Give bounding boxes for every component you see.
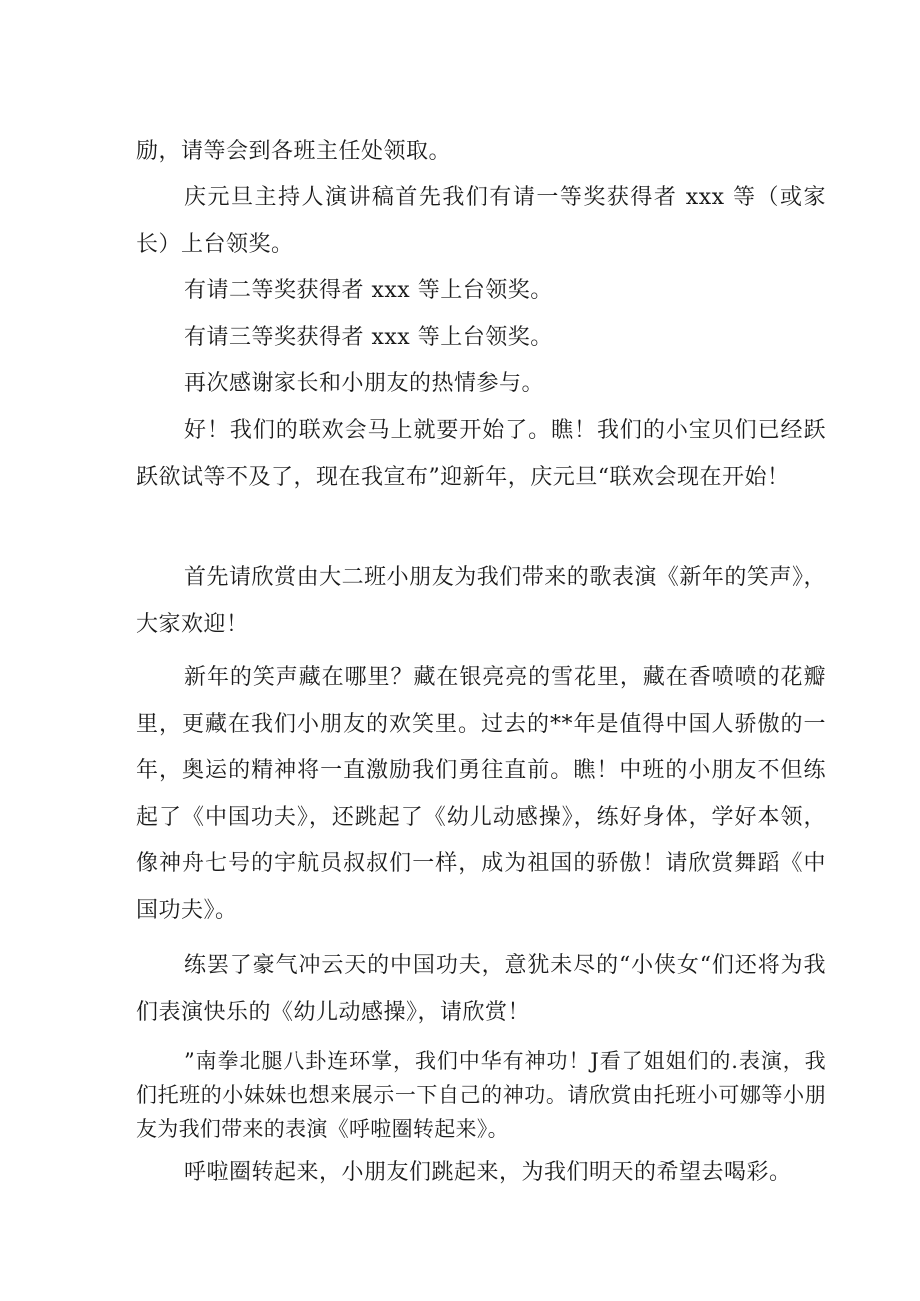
paragraph-first-prize: 庆元旦主持人演讲稿首先我们有请一等奖获得者 xxx 等（或家长）上台领奖。 <box>136 185 826 257</box>
paragraph-award-pickup: 励，请等会到各班主任处领取。 <box>136 139 452 164</box>
paragraph-thanks: 再次感谢家长和小朋友的热情参与。 <box>184 371 545 396</box>
paragraph-little-heroines: 练罢了豪气冲云天的中国功夫，意犹未尽的“小侠女“们还将为我们表演快乐的《幼儿动感操》，请欣赏！ <box>136 953 826 1025</box>
paragraph-song-performance: 首先请欣赏由大二班小朋友为我们带来的歌表演《新年的笑声》，大家欢迎！ <box>136 565 826 637</box>
paragraph-third-prize: 有请三等奖获得者 xxx 等上台领奖。 <box>184 325 553 350</box>
paragraph-new-year-laughter: 新年的笑声藏在哪里？藏在银亮亮的雪花里，藏在香喷喷的花瓣里，更藏在我们小朋友的欢笑里。过去的**年是值得中国人骄傲的一年，奥运的精神将一直激励我们勇往直前。瞧！中班的小朋友不但练起了《中国功夫》，还跳起了《幼儿动感操》，练好身体，学好本领，像神舟七号的宇航员叔叔们一样，成为祖国的骄傲！请欣赏舞蹈《中国功夫》。 <box>136 665 826 923</box>
paragraph-second-prize: 有请二等奖获得者 xxx 等上台领奖。 <box>184 278 553 303</box>
paragraph-kung-fu-hoop: ”南拳北腿八卦连环掌，我们中华有神功！J看了姐姐们的.表演，我们托班的小妹妹也想来展示一下自己的神功。请欣赏由托班小可娜等小朋友为我们带来的表演《呼啦圈转起来》。 <box>136 1049 826 1141</box>
paragraph-opening: 好！我们的联欢会马上就要开始了。瞧！我们的小宝贝们已经跃跃欲试等不及了，现在我宣布”迎新年，庆元旦“联欢会现在开始！ <box>136 418 826 490</box>
paragraph-hoop-cheer: 呼啦圈转起来，小朋友们跳起来，为我们明天的希望去喝彩。 <box>184 1160 792 1185</box>
